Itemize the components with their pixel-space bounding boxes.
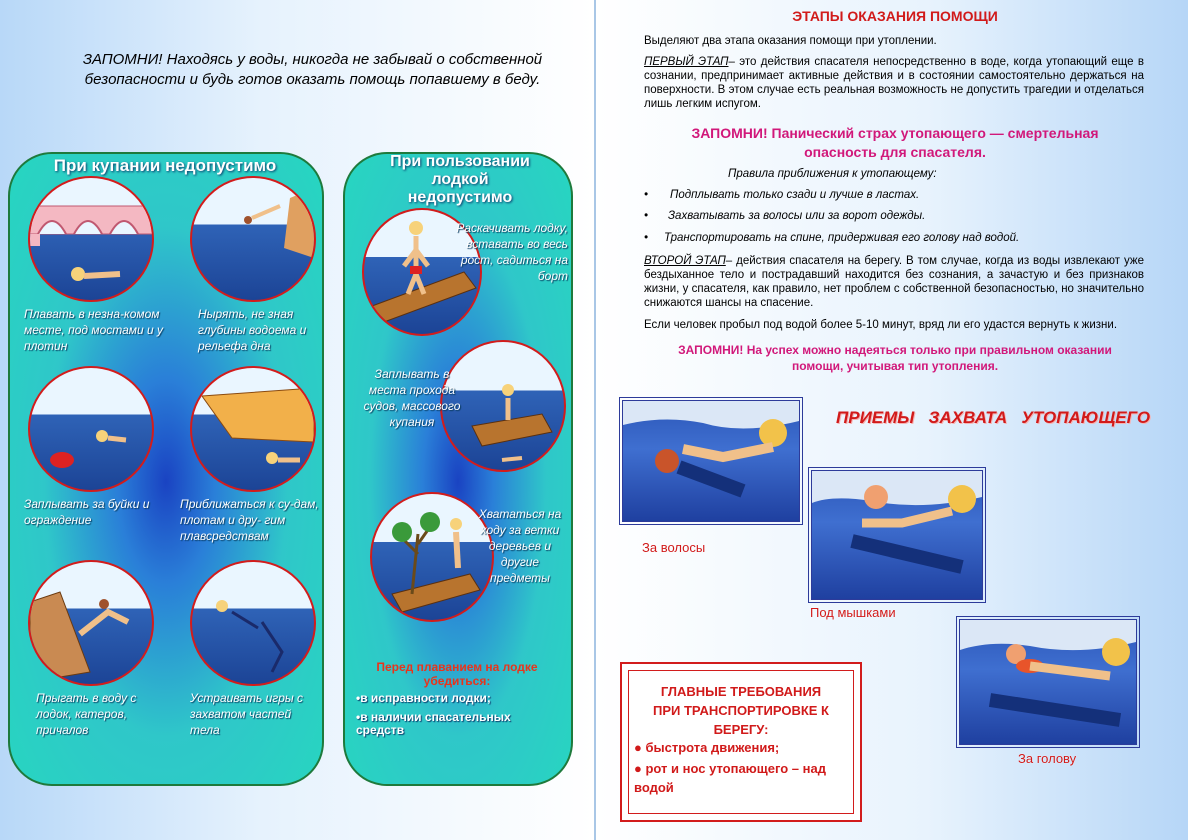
page-divider xyxy=(594,0,596,840)
boat-panel-title: При пользовании лодкой недопустимо xyxy=(390,153,530,206)
grip-armpits-photo xyxy=(811,470,983,600)
swimming-panel-title: При купании недопустимо xyxy=(53,156,277,175)
rule-3: • Транспортировать на спине, придерживая его голову над водой. xyxy=(644,232,1020,244)
grip-title: ПРИЕМЫ ЗАХВАТА УТОПАЮЩЕГО xyxy=(836,408,1151,427)
boat-note: Перед плаванием на лодке убедиться: xyxy=(376,660,538,688)
rule-1-text: Подплывать только сзади и лучше в ластах. xyxy=(670,189,920,201)
remember-panic: ЗАПОМНИ! Панический страх утопающего — смертельная опасность для спасателя. xyxy=(691,125,1099,160)
remember-success: ЗАПОМНИ! На успех можно надеяться только при правильном оказании помощи, учитывая тип утопления. xyxy=(678,343,1112,373)
requirements-box xyxy=(620,662,862,822)
stage1-text: – это действия спасателя непосредственно в воде, когда утопающий еще в сознании, предпринимает активные действия и в состоянии самостоятельно держаться на поверхности. В этом случае есть реальная возможность не допустить трагедии и отделаться лишь легким испугом. xyxy=(644,56,1144,110)
requirements-title: ГЛАВНЫЕ ТРЕБОВАНИЯ ПРИ ТРАНСПОРТИРОВКЕ К БЕРЕГУ: xyxy=(653,684,829,737)
rule-2-text: Захватывать за волосы или за ворот одежды. xyxy=(668,210,926,222)
remember-banner xyxy=(40,50,585,90)
rule-3-text: Транспортировать на спине, придерживая его голову над водой. xyxy=(664,232,1020,244)
diving-illustration xyxy=(190,176,316,302)
page-title: ЭТАПЫ ОКАЗАНИЯ ПОМОЩИ xyxy=(792,8,998,24)
caption-rocking-boat: Раскачивать лодку, вставать во весь рост, садиться на борт xyxy=(456,221,568,283)
grip-head-photo xyxy=(959,619,1137,745)
intro-text: Выделяют два этапа оказания помощи при утоплении. xyxy=(644,35,937,47)
requirement-speed: ● быстрота движения; xyxy=(634,740,780,755)
rule-2: • Захватывать за волосы или за ворот одежды. xyxy=(644,210,926,222)
caption-unknown-depth: Нырять, не зная глубины водоема и рельефа дна xyxy=(198,307,307,353)
caption-branches: Хвататься на ходу за ветки деревьев и другие предметы xyxy=(478,507,562,585)
rules-title: Правила приближения к утопающему: xyxy=(728,168,937,180)
grip-armpits-caption: Под мышками xyxy=(810,605,896,620)
stage1-label: ПЕРВЫЙ ЭТАП xyxy=(644,56,729,68)
grip-hair-photo xyxy=(622,400,800,522)
requirement-airway: ● рот и нос утопающего – над водой xyxy=(634,761,826,795)
stage2-text: – действия спасателя на берегу. В том случае, когда из воды извлекают уже бездыханное тело и пострадавший находится без сознания, а зачастую и без признаков жизни, у спасателя, как правило, нет проблем с собственной безопасностью, но значительно снижаются шансы на спасение. xyxy=(644,255,1144,309)
bridge-illustration xyxy=(28,176,154,302)
grip-head-caption: За голову xyxy=(1018,751,1077,766)
rule-1: • Подплывать только сзади и лучше в ластах. xyxy=(644,189,920,201)
remember-prefix: ЗАПОМНИ! xyxy=(82,51,163,68)
caption-buoys: Заплывать за буйки и ограждение xyxy=(24,497,150,527)
grip-hair-caption: За волосы xyxy=(642,540,706,555)
caption-jumping: Прыгать в воду с лодок, катеров, причалов xyxy=(36,691,137,737)
stage2-label: ВТОРОЙ ЭТАП xyxy=(644,255,726,267)
boat-check-2: •в наличии спасательных средств xyxy=(356,710,511,737)
five-minutes-text: Если человек пробыл под водой более 5-10 минут, вряд ли его удастся вернуть к жизни. xyxy=(644,319,1118,331)
caption-games: Устраивать игры с захватом частей тела xyxy=(190,691,304,737)
stage1-paragraph xyxy=(644,55,1144,111)
stage2-paragraph xyxy=(644,254,1144,310)
games-illustration xyxy=(190,560,316,686)
ship-illustration xyxy=(190,366,316,492)
caption-ship-routes: Заплывать в места прохода судов, массового купания xyxy=(363,367,461,429)
boat-check-1: •в исправности лодки; xyxy=(356,691,491,705)
caption-unknown-place: Плавать в незна-комом месте, под мостами и у плотин xyxy=(24,307,164,353)
buoy-illustration xyxy=(28,366,154,492)
jumping-illustration xyxy=(28,560,154,686)
remember-text: Находясь у воды, никогда не забывай о собственной безопасности и будь готов оказать помощь попавшему в беду. xyxy=(84,51,543,88)
caption-vessels: Приближаться к су-дам, плотам и дру- гим плавсредствам xyxy=(180,497,319,543)
